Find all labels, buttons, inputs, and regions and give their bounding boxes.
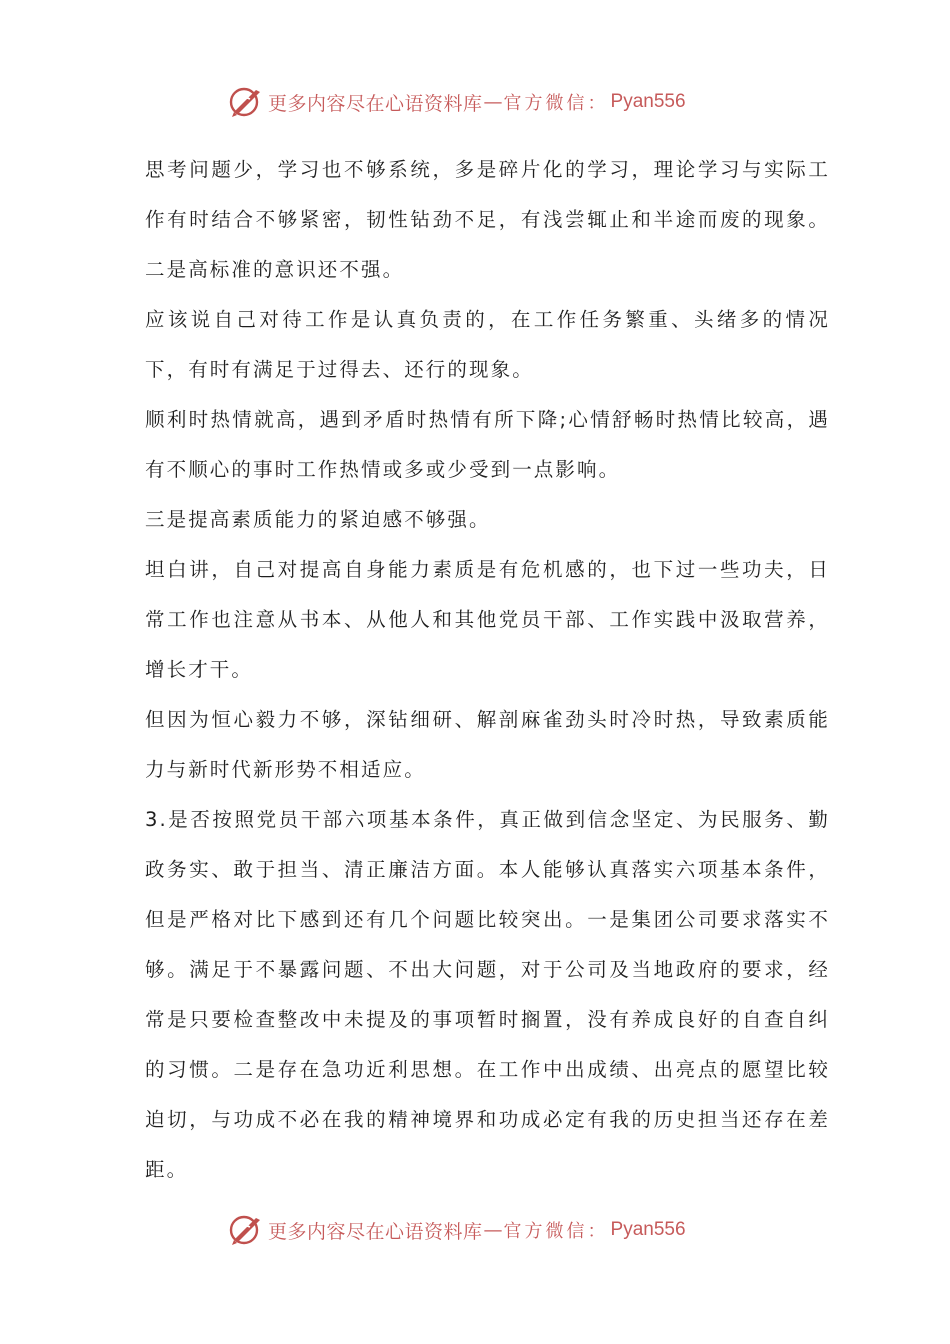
pen-logo-icon (226, 82, 266, 122)
header-banner (226, 82, 686, 122)
paragraph-7: 3.是否按照党员干部六项基本条件，真正做到信念坚定、为民服务、勤政务实、敢于担当、清正廉洁方面。本人能够认真落实六项基本条件，但是严格对比下感到还有几个问题比较突出。一是集团公司要求落实不够。满足于不暴露问题、不出大问题，对于公司及当地政府的要求，经常是只要检查整改中未提及的事项暂时搁置，没有养成良好的自查自纠的习惯。二是存在急功近利思想。在工作中出成绩、出亮点的愿望比较迫切，与功成不必在我的精神境界和功成必定有我的历史担当还存在差距。 (145, 808, 830, 1181)
pen-logo-icon (226, 1210, 266, 1250)
footer-banner (226, 1210, 686, 1250)
footer-wechat-id: Pyan556 (610, 1219, 686, 1240)
header-site-text: 更多内容尽在心语资料库 (268, 92, 483, 115)
footer-site-text: 更多内容尽在心语资料库 (268, 1220, 483, 1243)
header-dash: — (483, 91, 503, 113)
paragraph-2: 应该说自己对待工作是认真负责的，在工作任务繁重、头绪多的情况下，有时有满足于过得去、还行的现象。 (145, 308, 830, 381)
paragraph-3: 顺利时热情就高，遇到矛盾时热情有所下降;心情舒畅时热情比较高，遇有不顺心的事时工作热情或多或少受到一点影响。 (145, 408, 830, 481)
paragraph-1: 思考问题少，学习也不够系统，多是碎片化的学习，理论学习与实际工作有时结合不够紧密，韧性钻劲不足，有浅尝辄止和半途而废的现象。二是高标准的意识还不强。 (145, 158, 830, 281)
footer-dash: — (483, 1219, 503, 1241)
paragraph-4: 三是提高素质能力的紧迫感不够强。 (145, 508, 491, 531)
document-body (145, 145, 830, 1195)
header-wechat-id: Pyan556 (610, 91, 686, 112)
paragraph-5: 坦白讲，自己对提高自身能力素质是有危机感的，也下过一些功夫，日常工作也注意从书本、从他人和其他党员干部、工作实践中汲取营养，增长才干。 (145, 558, 830, 681)
paragraph-6: 但因为恒心毅力不够，深钻细研、解剖麻雀劲头时冷时热，导致素质能力与新时代新形势不相适应。 (145, 708, 830, 781)
footer-wechat-label: 官方微信： (503, 1221, 609, 1242)
header-wechat-label: 官方微信： (503, 93, 609, 114)
